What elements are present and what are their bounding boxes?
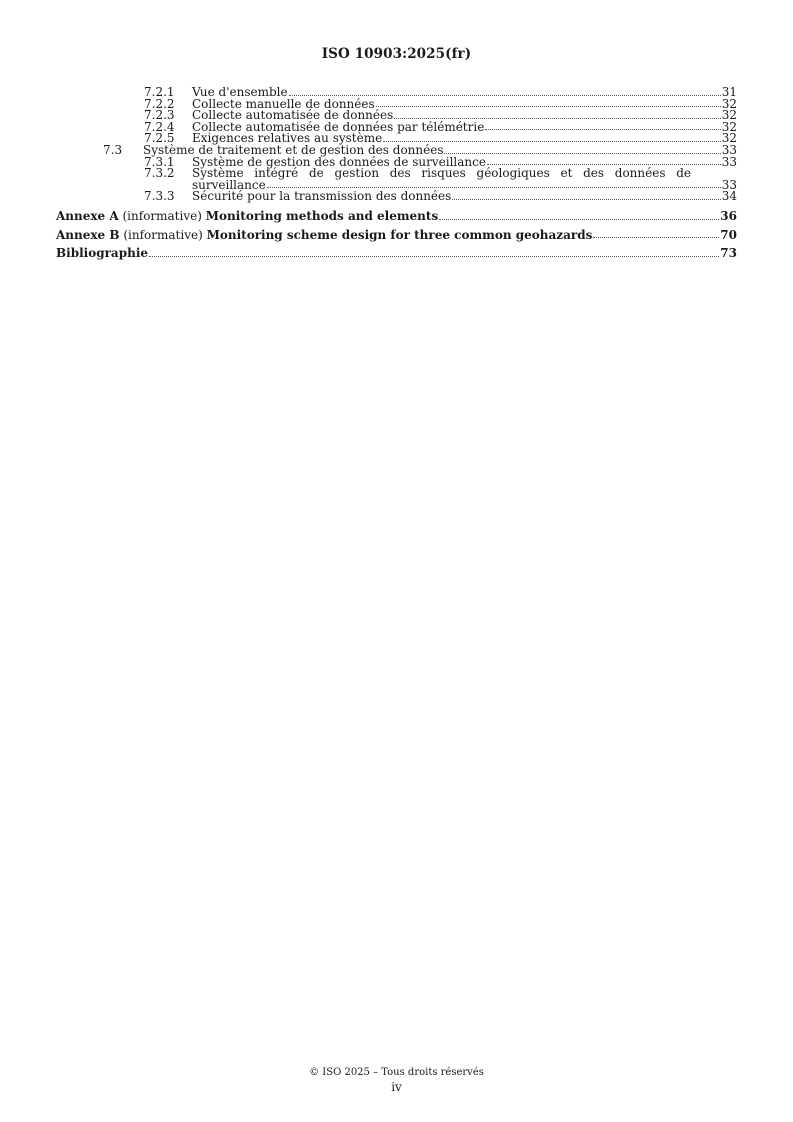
toc-entry-title: Exigences relatives au système	[192, 131, 383, 146]
dot-leader	[267, 187, 721, 188]
toc-entry-page: 33	[721, 177, 737, 192]
toc-entry-number: 7.2.2	[144, 96, 175, 111]
toc-entry-title	[56, 208, 439, 223]
toc-entry-title: Système de gestion des données de surveillance	[192, 154, 486, 169]
table-of-contents	[56, 87, 737, 260]
annex-qualifier: (informative)	[122, 208, 202, 223]
toc-entry-number: 7.2.1	[144, 85, 175, 99]
toc-entry-number: 7.3	[103, 142, 123, 157]
toc-entry-page: 36	[720, 208, 737, 223]
dot-leader	[444, 153, 720, 154]
toc-entry-number: 7.3.2	[144, 166, 175, 181]
toc-entry-title: Collecte manuelle de données	[192, 96, 375, 111]
annex-label: Annexe B	[56, 227, 120, 242]
toc-entry-page: 32	[721, 108, 737, 123]
toc-entry-page: 32	[721, 119, 737, 134]
dot-leader	[452, 199, 720, 200]
toc-entry-title-line1: Système intégré de gestion des risques géologiques et des données de	[192, 166, 691, 181]
toc-entry-bibliography[interactable]	[56, 248, 737, 260]
annex-title: Monitoring scheme design for three common geohazards	[206, 227, 593, 242]
toc-entry-page: 33	[721, 154, 737, 169]
toc-entry-page: 70	[720, 227, 737, 242]
copyright-notice: © ISO 2025 – Tous droits réservés	[309, 1067, 484, 1078]
dot-leader	[439, 219, 719, 220]
dot-leader	[593, 237, 719, 238]
page-footer	[0, 1066, 793, 1094]
annex-title: Monitoring methods and elements	[205, 208, 439, 223]
toc-entry-title: Bibliographie	[56, 246, 149, 261]
toc-entry-page: 33	[721, 142, 737, 157]
toc-entry-number: 7.2.3	[144, 108, 175, 123]
toc-entry-page: 73	[720, 246, 737, 261]
toc-entry-annex-a[interactable]	[56, 208, 737, 223]
toc-entry-page: 34	[721, 189, 737, 204]
toc-entry-title-line2: surveillance	[192, 177, 266, 192]
annex-label: Annexe A	[56, 208, 119, 223]
page-number: iv	[391, 1080, 402, 1094]
toc-entry-page: 32	[721, 131, 737, 146]
annex-qualifier: (informative)	[123, 227, 203, 242]
toc-entry-page: 32	[721, 96, 737, 111]
toc-entry-title: Système de traitement et de gestion des données	[143, 142, 444, 157]
toc-entry-number: 7.3.3	[144, 189, 175, 204]
toc-entry-7-3-3[interactable]	[56, 191, 737, 203]
toc-entry-title: Collecte automatisée de données par télémétrie	[192, 119, 485, 134]
toc-entry-title: Vue d'ensemble	[192, 85, 288, 99]
toc-entry-number: 7.2.5	[144, 131, 175, 146]
dot-leader	[487, 164, 721, 165]
toc-entry-annex-b[interactable]	[56, 227, 737, 242]
dot-leader	[149, 256, 719, 257]
toc-entry-number: 7.3.1	[144, 154, 175, 169]
dot-leader	[394, 118, 720, 119]
toc-entry-title: Sécurité pour la transmission des données	[192, 189, 452, 204]
dot-leader	[383, 141, 721, 142]
toc-entry-title: Collecte automatisée de données	[192, 108, 394, 123]
document-header: ISO 10903:2025(fr)	[321, 46, 472, 62]
toc-entry-title	[56, 227, 593, 242]
toc-entry-number: 7.2.4	[144, 119, 175, 134]
toc-entry-7-3-2[interactable]	[56, 168, 737, 191]
dot-leader	[376, 106, 721, 107]
dot-leader	[289, 95, 721, 96]
dot-leader	[485, 129, 720, 130]
toc-entry-page: 31	[721, 85, 737, 99]
